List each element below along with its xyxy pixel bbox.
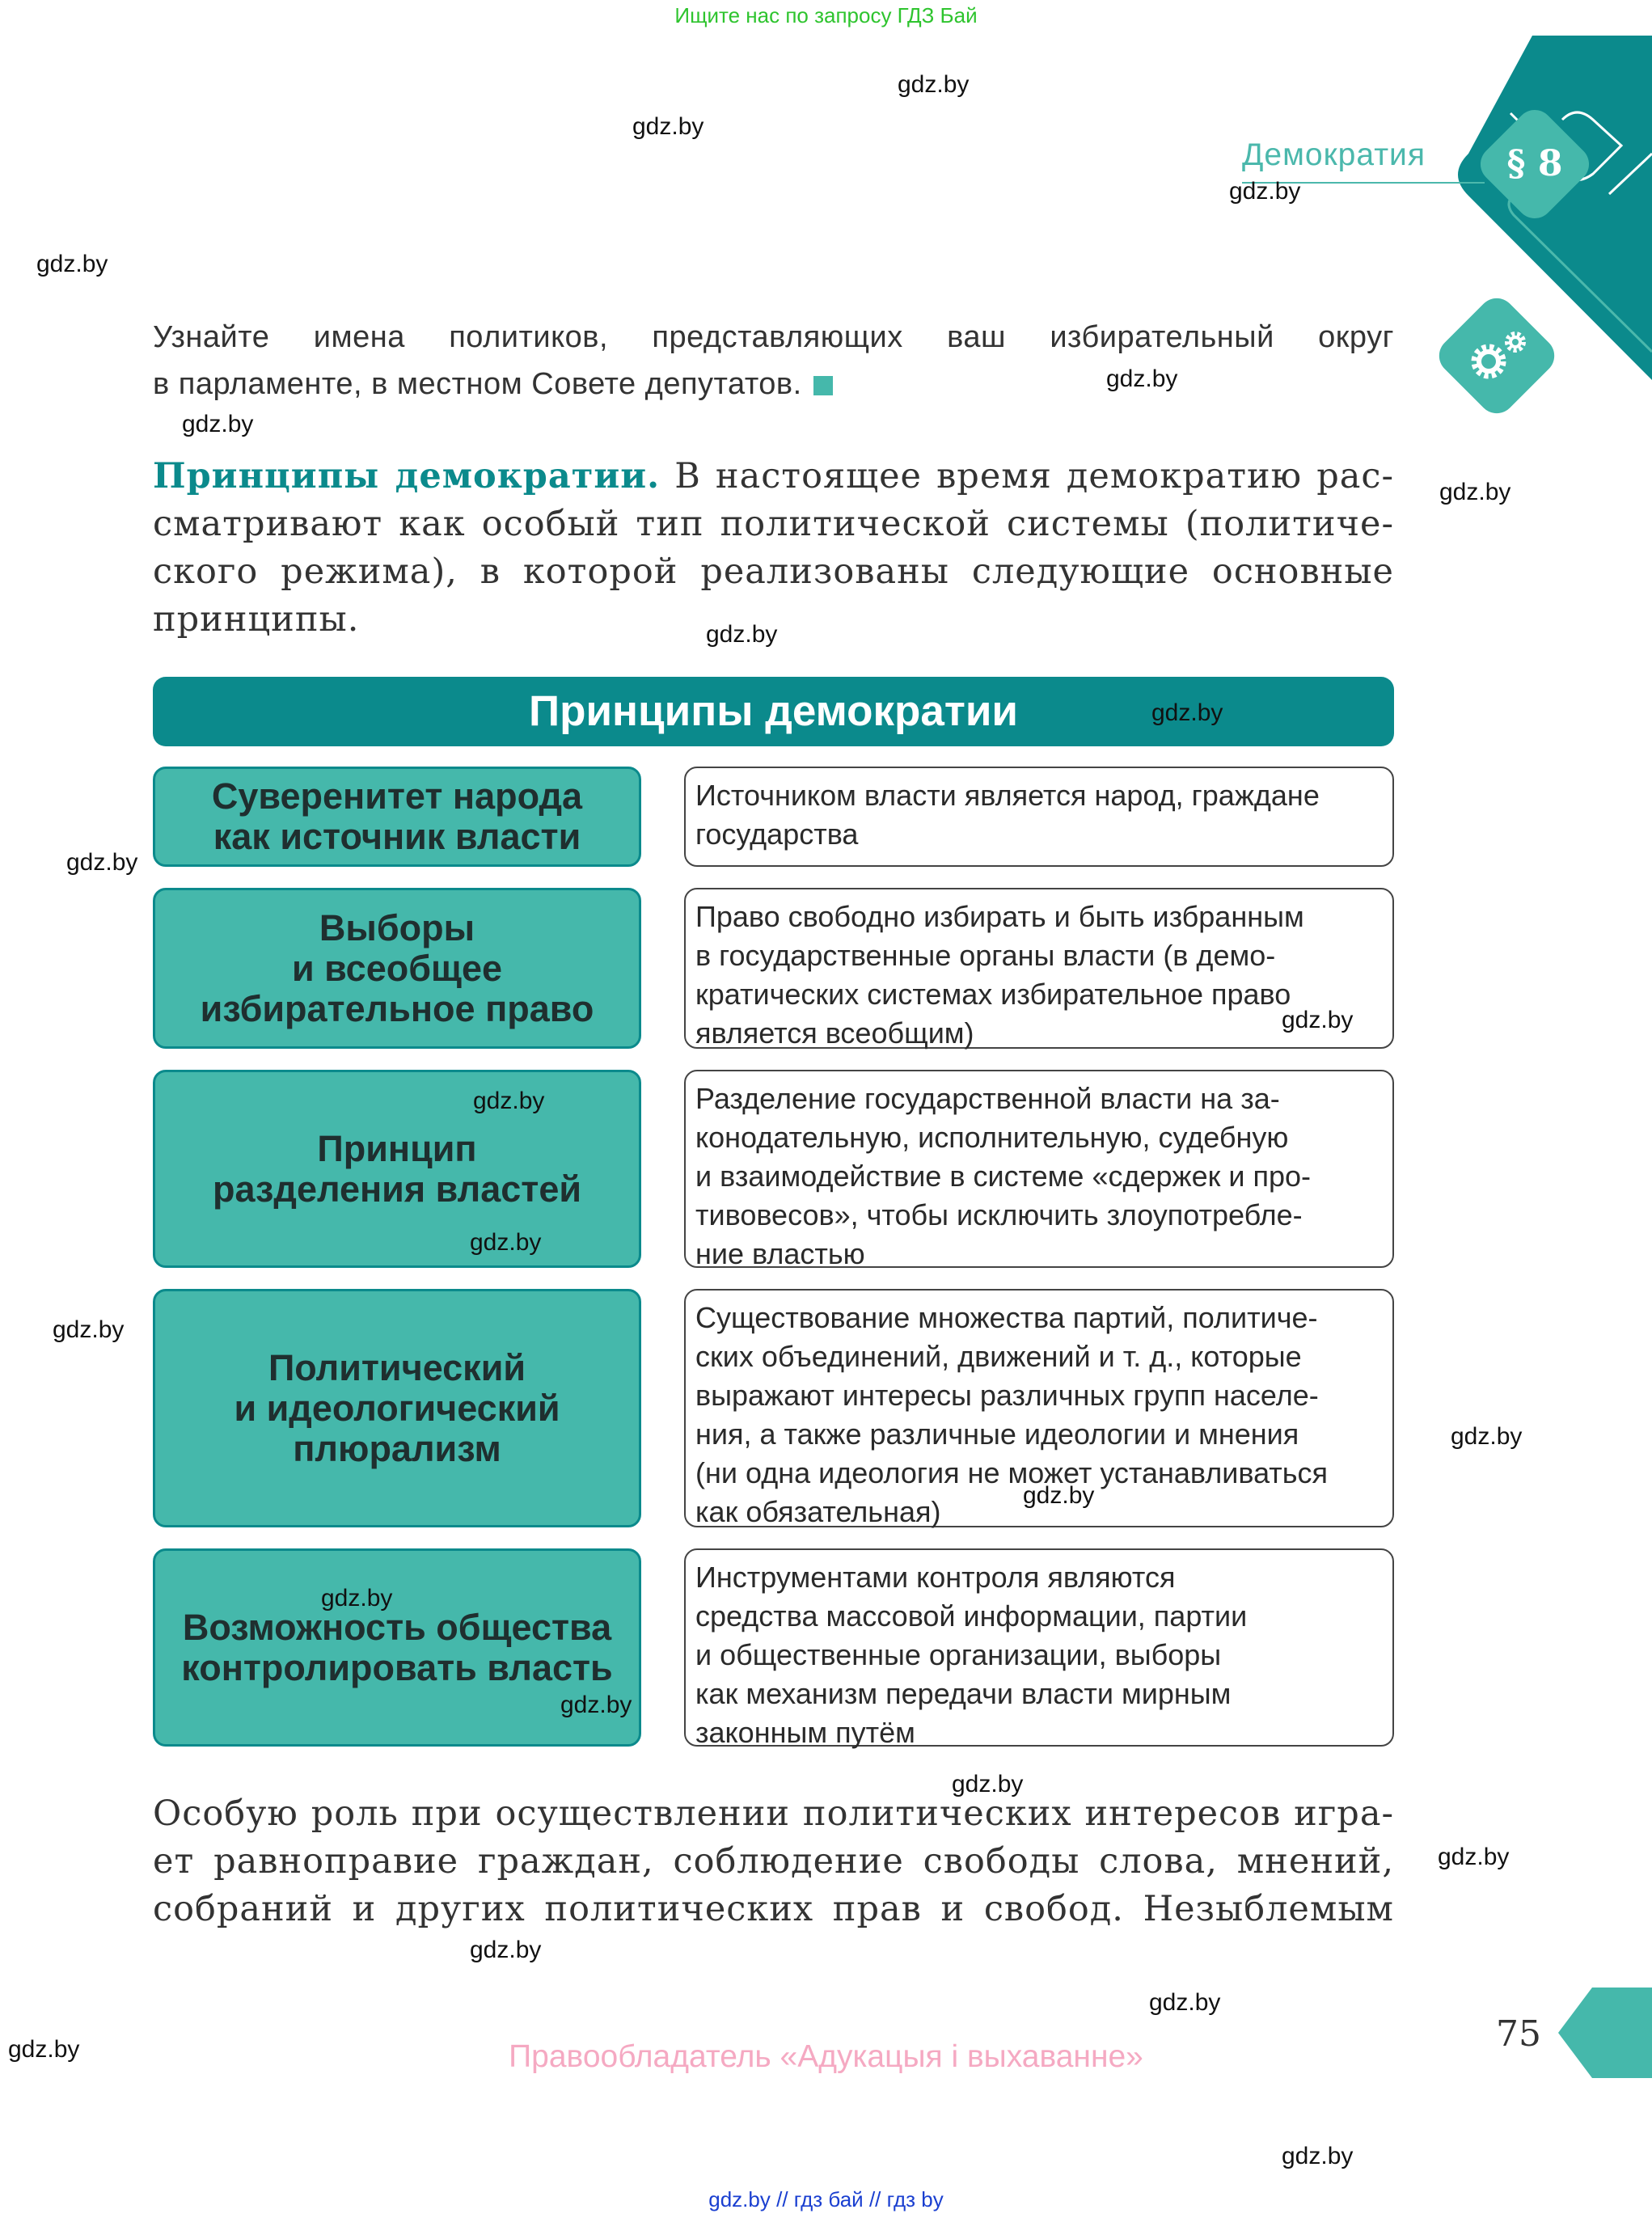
principle-cell xyxy=(153,1289,641,1527)
text-line: Узнайте имена политиков, представляющих ваш избирательный округ xyxy=(153,320,1394,354)
description-cell xyxy=(684,1070,1394,1268)
watermark: gdz.by xyxy=(1438,1844,1510,1870)
copyright-notice: Правообладатель «Адукацыя і выхаванне» xyxy=(509,2039,1143,2074)
principle-line: как источник власти xyxy=(213,816,581,857)
watermark: gdz.by xyxy=(53,1316,125,1343)
principle-cell xyxy=(153,1070,641,1268)
principle-line: Принцип xyxy=(317,1127,477,1169)
watermark: gdz.by xyxy=(1106,365,1178,392)
text-line: принципы. xyxy=(153,599,360,640)
watermark: gdz.by xyxy=(898,71,970,98)
watermark: gdz.by xyxy=(182,411,254,437)
description-line: выражают интересы различных групп населе- xyxy=(695,1379,1319,1412)
text-line: ского режима), в которой реализованы следующие основные xyxy=(153,551,1394,592)
description-line: как механизм передачи власти мирным xyxy=(695,1677,1232,1710)
watermark: gdz.by xyxy=(706,621,778,648)
principle-line: разделения властей xyxy=(212,1168,582,1210)
principle-line: и идеологический xyxy=(234,1387,560,1429)
watermark: gdz.by xyxy=(1282,2143,1354,2169)
page-number: 75 xyxy=(1496,2013,1541,2055)
gears-icon xyxy=(1436,295,1557,416)
description-cell xyxy=(684,1548,1394,1747)
principle-line: избирательное право xyxy=(200,987,594,1029)
table-title: Принципы демократии xyxy=(153,677,1394,746)
description-line: Инструментами контроля являются xyxy=(695,1561,1176,1594)
watermark: gdz.by xyxy=(1023,1482,1095,1509)
description-line: конодательную, исполнительную, судебную xyxy=(695,1121,1289,1154)
principle-cell xyxy=(153,888,641,1049)
description-line: как обязательная) xyxy=(695,1495,941,1528)
principle-cell xyxy=(153,767,641,867)
principle-line: Выборы xyxy=(319,906,475,948)
principle-line: плюрализм xyxy=(293,1427,501,1469)
watermark: gdz.by xyxy=(1149,1989,1221,2016)
watermark: gdz.by xyxy=(632,113,704,140)
search-hint: Ищите нас по запросу ГДЗ Бай xyxy=(674,3,978,27)
watermark: gdz.by xyxy=(1451,1423,1523,1450)
principle-line: и всеобщее xyxy=(291,947,503,989)
task-paragraph xyxy=(153,314,1394,408)
description-line: ских объединений, движений и т. д., которые xyxy=(695,1340,1302,1373)
description-line: средства массовой информации, партии xyxy=(695,1599,1248,1633)
description-line: кратических системах избирательное право xyxy=(695,978,1291,1011)
description-line: Разделение государственной власти на за- xyxy=(695,1082,1280,1115)
description-line: ние властью xyxy=(695,1237,865,1270)
chapter-title: Демократия xyxy=(1242,137,1426,172)
description-line: (ни одна идеология не может устанавливаться xyxy=(695,1456,1329,1489)
bottom-links: gdz.by // гдз бай // гдз by xyxy=(708,2187,944,2211)
watermark: gdz.by xyxy=(473,1088,545,1114)
description-line: законным путём xyxy=(695,1716,915,1749)
link-gdz-by[interactable]: gdz.by xyxy=(708,2187,771,2211)
description-line: в государственные органы власти (в демо- xyxy=(695,939,1276,972)
watermark: gdz.by xyxy=(8,2036,80,2063)
description-line: ния, а также различные идеологии и мнения xyxy=(695,1417,1299,1451)
description-line: является всеобщим) xyxy=(695,1016,974,1050)
watermark: gdz.by xyxy=(321,1585,393,1612)
watermark: gdz.by xyxy=(952,1771,1024,1797)
watermark: gdz.by xyxy=(470,1229,542,1256)
description-line: Право свободно избирать и быть избранным xyxy=(695,900,1304,933)
text-line: в парламенте, в местном Совете депутатов. xyxy=(153,361,1394,408)
description-cell xyxy=(684,767,1394,867)
text-line: ет равноправие граждан, соблюдение свободы слова, мнений, xyxy=(153,1841,1394,1882)
intro-paragraph xyxy=(153,453,1394,644)
description-line: государства xyxy=(695,817,859,851)
end-square-icon xyxy=(813,376,833,395)
principle-line: контролировать власть xyxy=(181,1646,613,1688)
description-line: и общественные организации, выборы xyxy=(695,1638,1222,1671)
section-badge: § 8 xyxy=(1481,111,1588,218)
text-line: сматривают как особый тип политической системы (политиче- xyxy=(153,504,1394,544)
section-lead: Принципы демократии. xyxy=(153,456,661,496)
text-line: Особую роль при осуществлении политических интересов игра- xyxy=(153,1793,1394,1834)
watermark: gdz.by xyxy=(36,251,108,277)
text-line: Принципы демократии. В настоящее время демократию рас- xyxy=(153,456,1394,496)
watermark: gdz.by xyxy=(1439,479,1511,505)
watermark: gdz.by xyxy=(1229,178,1301,205)
text-line: собраний и других политических прав и свобод. Незыблемым xyxy=(153,1889,1394,1929)
principle-line: Возможность общества xyxy=(182,1606,612,1648)
watermark: gdz.by xyxy=(1151,699,1223,726)
link-gdz-by-ru[interactable]: гдз by xyxy=(886,2187,944,2211)
description-line: Существование множества партий, политиче- xyxy=(695,1301,1318,1334)
link-gdz-bai[interactable]: гдз бай xyxy=(793,2187,864,2211)
watermark: gdz.by xyxy=(560,1692,632,1718)
description-line: Источником власти является народ, граждане xyxy=(695,779,1320,812)
principle-line: Суверенитет народа xyxy=(211,775,583,817)
closing-paragraph xyxy=(153,1790,1394,1933)
description-line: и взаимодействие в системе «сдержек и про- xyxy=(695,1160,1312,1193)
description-line: тивовесов», чтобы исключить злоупотребле- xyxy=(695,1198,1303,1231)
watermark: gdz.by xyxy=(1282,1007,1354,1033)
watermark: gdz.by xyxy=(66,849,138,876)
watermark: gdz.by xyxy=(470,1937,542,1963)
principle-line: Политический xyxy=(268,1346,526,1388)
